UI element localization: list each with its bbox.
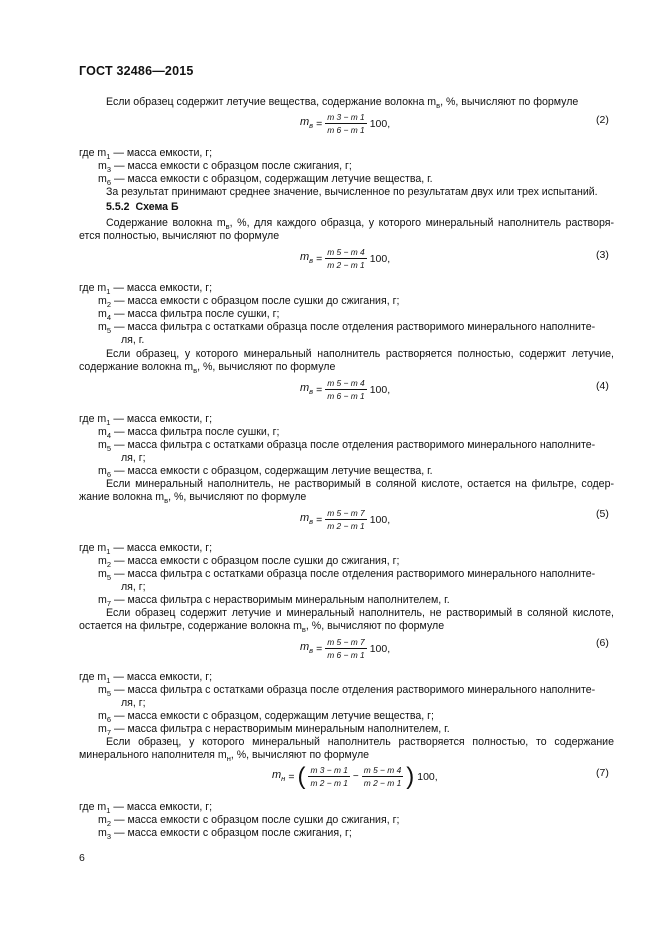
variable-definition: $m_7$ — масса фильтра с нерастворимым минеральным наполнителем, г. bbox=[98, 723, 450, 738]
variable-definition: $m_7$ — масса фильтра с нерастворимым минеральным наполнителем, г. bbox=[98, 594, 450, 609]
variable-definition: где $m_1$ — масса емкости, г; bbox=[79, 801, 213, 816]
section-heading: 5.5.2 Схема Б bbox=[106, 201, 179, 213]
variable-definition: $m_6$ — масса емкости с образцом, содержащим летучие вещества, г. bbox=[98, 465, 433, 480]
equation-number: (2) bbox=[596, 114, 609, 126]
variable-definition: где $m_1$ — масса емкости, г; bbox=[79, 282, 213, 297]
variable-definition: $m_2$ — масса емкости с образцом после сушки до сжигания, г; bbox=[98, 814, 400, 829]
formula-7: $m_н$ = ( $\frac{m 3 - m 1}{m 2 - m 1}$ − $\frac{m 5 - m 4}{m 2 - m 1}$ ) 100, bbox=[272, 762, 438, 790]
paragraph-line: содержание волокна $m_в$, %, вычисляют по формуле bbox=[79, 361, 336, 376]
paragraph-line: Если минеральный наполнитель, не растворимый в соляной кислоте, остается на фильтре, содер- bbox=[106, 478, 614, 490]
variable-definition: $m_3$ — масса емкости с образцом после сжигания, г; bbox=[98, 160, 352, 175]
variable-definition: $m_6$ — масса емкости с образцом, содержащим летучие вещества, г; bbox=[98, 710, 434, 725]
page-number: 6 bbox=[79, 852, 85, 864]
variable-definition: где $m_1$ — масса емкости, г; bbox=[79, 542, 213, 557]
variable-definition: $m_5$ — масса фильтра с остатками образца после отделения растворимого минерального наполните- bbox=[98, 439, 596, 454]
equation-number: (6) bbox=[596, 637, 609, 649]
variable-definition: где $m_1$ — масса емкости, г; bbox=[79, 147, 213, 162]
formula-3: $m_в$ = $\frac{m 5 - m 4}{m 2 - m 1}$ 100, bbox=[300, 247, 391, 270]
formula-5: $m_в$ = $\frac{m 5 - m 7}{m 2 - m 1}$ 100, bbox=[300, 508, 391, 531]
formula-4: $m_в$ = $\frac{m 5 - m 4}{m 6 - m 1}$ 100, bbox=[300, 378, 391, 401]
variable-definition-cont: ля, г; bbox=[121, 452, 146, 464]
paragraph-line: Если образец, у которого минеральный наполнитель растворяется полностью, содержит летучие, bbox=[106, 348, 614, 360]
paragraph-line: Если образец содержит летучие вещества, содержание волокна $m_в$, %, вычисляют по формуле bbox=[106, 96, 579, 111]
paragraph-line: Если образец содержит летучие и минеральный наполнитель, не растворимый в соляной кислоте, bbox=[106, 607, 614, 619]
variable-definition: $m_4$ — масса фильтра после сушки, г; bbox=[98, 308, 280, 323]
variable-definition: где $m_1$ — масса емкости, г; bbox=[79, 413, 213, 428]
paragraph-line: Содержание волокна $m_в$, %, для каждого образца, у которого минеральный наполнитель растворя- bbox=[106, 217, 614, 232]
variable-definition: $m_4$ — масса фильтра после сушки, г; bbox=[98, 426, 280, 441]
variable-definition-cont: ля, г; bbox=[121, 697, 146, 709]
variable-definition: $m_5$ — масса фильтра с остатками образца после отделения растворимого минерального наполните- bbox=[98, 568, 596, 583]
variable-definition: $m_3$ — масса емкости с образцом после сжигания, г; bbox=[98, 827, 352, 842]
equation-number: (7) bbox=[596, 767, 609, 779]
variable-definition: $m_6$ — масса емкости с образцом, содержащим летучие вещества, г. bbox=[98, 173, 433, 188]
variable-definition: $m_2$ — масса емкости с образцом после сушки до сжигания, г; bbox=[98, 295, 400, 310]
equation-number: (5) bbox=[596, 508, 609, 520]
formula-6: $m_в$ = $\frac{m 5 - m 7}{m 6 - m 1}$ 100, bbox=[300, 637, 391, 660]
paragraph-line: жание волокна $m_в$, %, вычисляют по формуле bbox=[79, 491, 307, 506]
paragraph-line: ется полностью, вычисляют по формуле bbox=[79, 230, 280, 242]
paragraph-line: остается на фильтре, содержание волокна $m_в$, %, вычисляют по формуле bbox=[79, 620, 445, 635]
paragraph-line: За результат принимают среднее значение, вычисленное по результатам двух или трех испытаний. bbox=[106, 186, 598, 198]
document-header: ГОСТ 32486—2015 bbox=[79, 64, 194, 78]
paragraph-line: минерального наполнителя $m_н$, %, вычисляют по формуле bbox=[79, 749, 370, 764]
variable-definition-cont: ля, г; bbox=[121, 581, 146, 593]
variable-definition: $m_5$ — масса фильтра с остатками образца после отделения растворимого минерального наполните- bbox=[98, 684, 596, 699]
paragraph-line: Если образец, у которого минеральный наполнитель растворяется полностью, то содержание bbox=[106, 736, 614, 748]
formula-2: $m_в$ = $\frac{m 3 - m 1}{m 6 - m 1}$ 100, bbox=[300, 112, 391, 135]
equation-number: (4) bbox=[596, 380, 609, 392]
variable-definition-cont: ля, г. bbox=[121, 334, 145, 346]
equation-number: (3) bbox=[596, 249, 609, 261]
variable-definition: где $m_1$ — масса емкости, г; bbox=[79, 671, 213, 686]
variable-definition: $m_2$ — масса емкости с образцом после сушки до сжигания, г; bbox=[98, 555, 400, 570]
variable-definition: $m_5$ — масса фильтра с остатками образца после отделения растворимого минерального наполните- bbox=[98, 321, 596, 336]
